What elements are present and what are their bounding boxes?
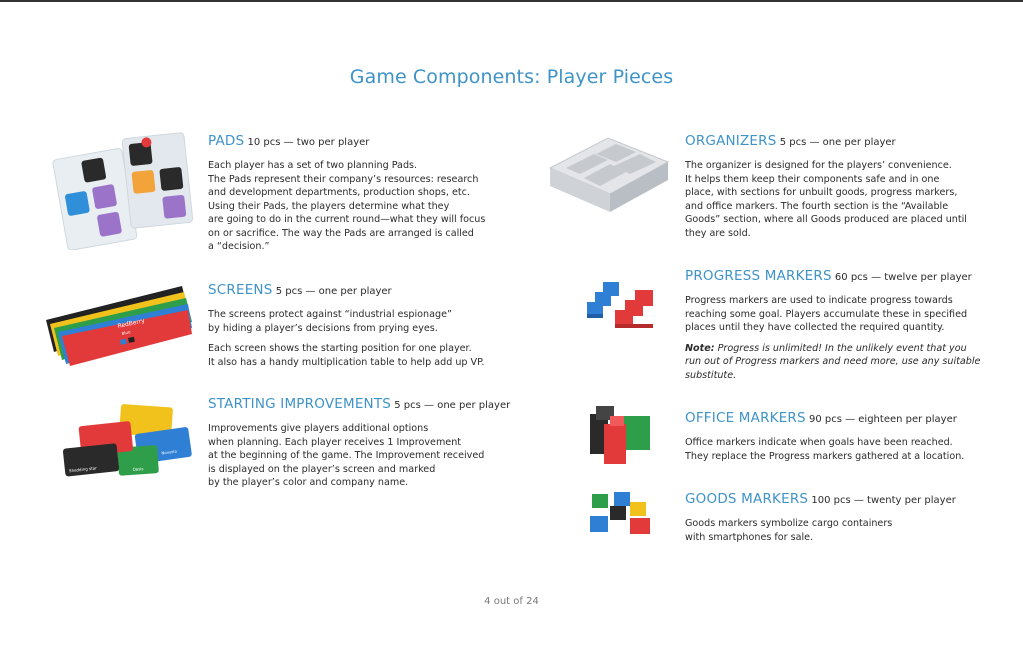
pads-illustration <box>52 125 200 250</box>
progress-title: PROGRESS MARKERS <box>685 268 832 284</box>
screen-sub-text: Blue <box>121 329 131 336</box>
progress-note-text: Progress is unlimited! In the unlikely event that you run out of Progress markers and need more, use any suitable substitute. <box>685 342 981 381</box>
progress-heading <box>685 266 985 287</box>
goods-heading <box>685 489 985 510</box>
organizers-title: ORGANIZERS <box>685 133 777 149</box>
section-goods-markers <box>685 489 985 551</box>
goods-meta: 100 pcs — twenty per player <box>808 495 956 506</box>
progress-note <box>685 342 985 383</box>
screen-brand-text: RedBerry <box>116 317 146 330</box>
pads-title: PADS <box>208 133 245 149</box>
card-label-oasis: Oasis <box>132 466 144 472</box>
progress-markers-illustration <box>585 276 657 330</box>
screens-meta: 5 pcs — one per player <box>272 286 392 297</box>
office-paragraph: Office markers indicate when goals have been reached. They replace the Progress markers gathered at a location. <box>685 437 965 462</box>
section-screens <box>208 280 508 376</box>
screens-heading <box>208 280 508 301</box>
office-title: OFFICE MARKERS <box>685 410 806 426</box>
improvements-illustration <box>62 402 194 478</box>
office-markers-illustration <box>588 404 654 466</box>
section-pads <box>208 131 508 261</box>
organizers-meta: 5 pcs — one per player <box>776 137 896 148</box>
screens-paragraph-2: Each screen shows the starting position for one player. It also has a handy multiplication table to help add up VP. <box>208 343 485 368</box>
page-title: Game Components: Player Pieces <box>349 66 674 88</box>
pads-meta: 10 pcs — two per player <box>244 137 370 148</box>
improvements-paragraph: Improvements give players additional options when planning. Each player receives 1 Improvement at the beginning of the game. The Improvement received is displayed on the player’s screen and marked by the player’s color and company name. <box>208 423 485 488</box>
goods-title: GOODS MARKERS <box>685 491 809 507</box>
section-starting-improvements <box>208 394 518 497</box>
improvements-title: STARTING IMPROVEMENTS <box>208 396 392 412</box>
page-number: 4 out of 24 <box>484 596 539 607</box>
organizers-paragraph: The organizer is designed for the players’ convenience. It helps them keep their components safe and in one place, with sections for unbuilt goods, progress markers, and office markers. The fourth section is the “Available Goods” section, where all Goods produced are placed until they are sold. <box>685 160 967 239</box>
screens-title: SCREENS <box>208 282 273 298</box>
section-office-markers <box>685 408 985 470</box>
improvements-heading <box>208 394 518 415</box>
pads-paragraph: Each player has a set of two planning Pads. The Pads represent their company’s resources: research and development departments, production shops, etc. Using their Pads, the players determine what they are going to do in the current round—what they will focus on or sacrifice. The way the Pads are arranged is called a “decision.” <box>208 160 486 252</box>
pads-heading <box>208 131 508 152</box>
progress-meta: 60 pcs — twelve per player <box>831 272 972 283</box>
organizer-illustration <box>548 132 670 214</box>
screens-illustration <box>42 280 194 366</box>
organizers-heading <box>685 131 985 152</box>
goods-markers-illustration <box>588 490 654 540</box>
card-label-shedding-star: Shedding star <box>68 465 97 474</box>
office-heading <box>685 408 985 429</box>
progress-note-label: Note: <box>685 342 715 354</box>
screens-paragraph-1: The screens protect against “industrial espionage” by hiding a player’s decisions from prying eyes. <box>208 309 452 334</box>
section-progress-markers <box>685 266 985 389</box>
office-meta: 90 pcs — eighteen per player <box>805 414 957 425</box>
section-organizers <box>685 131 985 247</box>
top-rule <box>0 0 1023 2</box>
improvements-meta: 5 pcs — one per player <box>391 400 511 411</box>
card-label-noveria: Noveria <box>161 448 178 456</box>
goods-paragraph: Goods markers symbolize cargo containers with smartphones for sale. <box>685 518 893 543</box>
progress-paragraph: Progress markers are used to indicate progress towards reaching some goal. Players accumulate these in specified places until they have collected the required quantity. <box>685 295 968 333</box>
